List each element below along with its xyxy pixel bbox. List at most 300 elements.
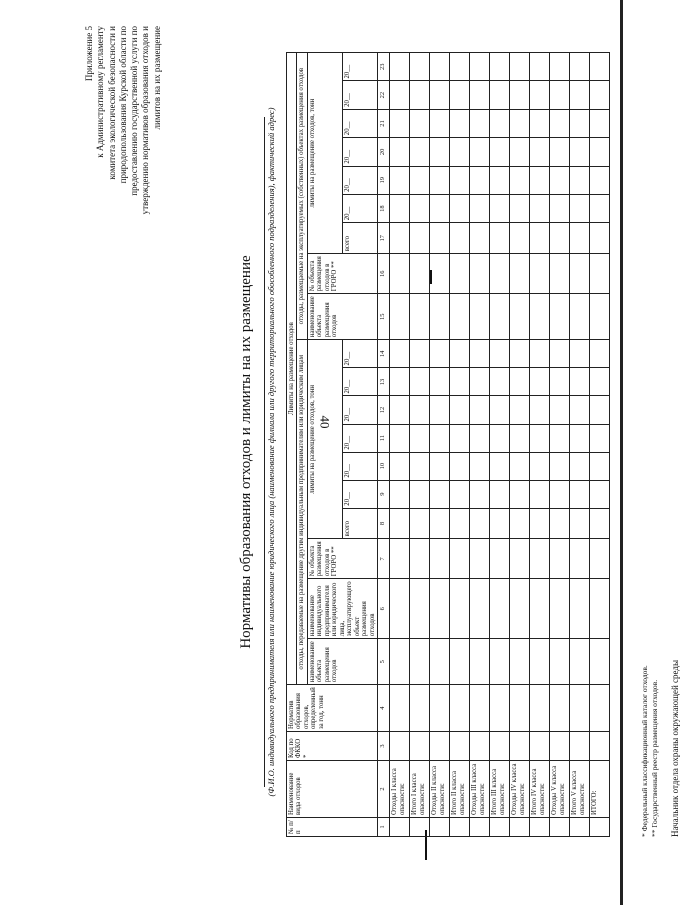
table-cell [590,368,610,396]
table-cell [570,396,590,424]
table-cell [410,579,430,639]
table-cell [510,818,530,837]
table-cell [550,818,570,837]
table-cell [550,539,570,579]
table-cell [510,368,530,396]
table-cell [470,254,490,294]
table-cell [590,223,610,254]
table-cell [570,424,590,452]
col-no-header: № п/п [287,818,378,837]
table-cell [390,223,410,254]
table-cell [590,340,610,368]
appendix-line: утверждению нормативов образования отходов и [140,26,151,215]
table-cell [410,81,430,109]
table-cell [570,539,590,579]
column-number: 12 [378,396,390,424]
table-cell [570,294,590,340]
table-cell [550,254,570,294]
footnote: * Федеральный классификационный каталог отходов. [640,665,649,837]
table-cell [390,254,410,294]
row-label: Отходы III класса опасности: [470,761,490,818]
table-cell [570,109,590,137]
table-cell [450,294,470,340]
table-cell [490,340,510,368]
table-cell [450,254,470,294]
table-cell [570,254,590,294]
table-cell [550,166,570,194]
appendix-line: природопользования Курской области по [117,26,128,184]
table-cell [510,294,530,340]
table-cell [410,396,430,424]
table-cell [410,166,430,194]
appendix-header [84,26,163,356]
owner-header: наименование индивидуального предпринимателя или юридического лица, эксплуатирующего объект размещения отходов [307,579,377,639]
table-cell [490,818,510,837]
own-header: отходы, размещаемые на эксплуатируемых (собственных) объектах размещения отходов [297,53,307,340]
table-cell [410,294,430,340]
table-cell [430,732,450,761]
table-cell [450,480,470,508]
footnotes [640,665,660,837]
table-cell [590,53,610,81]
table-cell [470,166,490,194]
table-cell [450,368,470,396]
table-cell [450,166,470,194]
table-cell [390,340,410,368]
table-cell [430,396,450,424]
column-number: 8 [378,508,390,539]
norms-table [286,52,610,837]
table-cell [390,109,410,137]
table-cell [510,396,530,424]
table-cell [570,340,590,368]
table-cell [530,579,550,639]
table-cell [530,223,550,254]
table-cell [550,508,570,539]
table-cell [430,424,450,452]
table-cell [590,639,610,685]
table-row [410,53,430,837]
col-norm-header: Норматив образования отходов, определенный за год, тонн [287,685,378,732]
row-label: Итого IV класса опасности: [530,761,550,818]
landscape-sheet [80,12,680,892]
row-label: Итого II класса опасности: [450,761,470,818]
table-cell [410,109,430,137]
year-header: 20__ [343,480,378,508]
table-cell [490,254,510,294]
table-cell [510,109,530,137]
table-cell [530,539,550,579]
footnote: ** Государственный реестр размещения отходов. [650,679,660,837]
table-row [590,53,610,837]
row-label: Итого III класса опасности: [490,761,510,818]
table-cell [470,818,490,837]
year-header: 20__ [343,166,378,194]
table-cell [450,340,470,368]
table-cell [590,508,610,539]
table-cell [530,53,550,81]
column-number: 4 [378,685,390,732]
column-number: 19 [378,166,390,194]
table-cell [510,194,530,222]
table-cell [470,508,490,539]
table-cell [490,53,510,81]
table-cell [510,223,530,254]
table-cell [470,452,490,480]
table-row [570,53,590,837]
year-header: 20__ [343,368,378,396]
table-cell [590,685,610,732]
table-cell [530,818,550,837]
table-cell [510,53,530,81]
appendix-line: лимитов на их размещение [151,26,162,130]
table-cell [590,166,610,194]
table-cell [390,81,410,109]
table-cell [490,424,510,452]
table-cell [510,639,530,685]
table-cell [490,732,510,761]
table-cell [590,138,610,166]
appendix-line: к Административному регламенту [95,26,106,158]
table-cell [490,639,510,685]
scan-border [620,0,623,905]
table-cell [490,109,510,137]
table-cell [510,579,530,639]
table-cell [430,508,450,539]
table-cell [450,53,470,81]
table-cell [510,81,530,109]
table-cell [590,194,610,222]
table-cell [410,53,430,81]
table-cell [570,194,590,222]
column-number: 20 [378,138,390,166]
column-number: 23 [378,53,390,81]
table-cell [430,368,450,396]
total-header: всего [343,508,378,539]
year-header: 20__ [343,138,378,166]
table-cell [490,579,510,639]
column-number-row [378,53,390,837]
table-cell [410,508,430,539]
column-number: 21 [378,109,390,137]
table-cell [470,138,490,166]
row-label: Отходы IV класса опасности: [510,761,530,818]
appendix-line: предоставлению государственной услуги по [129,26,139,196]
table-row [510,53,530,837]
table-cell [550,294,570,340]
table-cell [450,138,470,166]
year-header: 20__ [343,424,378,452]
table-cell [430,53,450,81]
column-number: 13 [378,368,390,396]
subtitle-underline [264,117,265,787]
table-cell [550,685,570,732]
table-cell [550,452,570,480]
year-header: 20__ [343,396,378,424]
table-cell [490,294,510,340]
table-cell [430,109,450,137]
table-cell [510,685,530,732]
table-cell [570,579,590,639]
table-cell [430,223,450,254]
table-cell [410,138,430,166]
table-cell [390,579,410,639]
table-cell [510,138,530,166]
table-cell [590,818,610,837]
table-cell [550,81,570,109]
table-cell [450,579,470,639]
table-row [530,53,550,837]
table-cell [470,223,490,254]
row-label: Итого V класса опасности: [570,761,590,818]
table-cell [450,223,470,254]
table-cell [550,368,570,396]
year-header: 20__ [343,81,378,109]
table-cell [570,508,590,539]
table-cell [530,340,550,368]
table-cell [410,639,430,685]
table-cell [390,294,410,340]
table-cell [570,368,590,396]
column-number: 3 [378,732,390,761]
table-cell [530,508,550,539]
table-row [470,53,490,837]
table-cell [390,53,410,81]
limits-years-header: лимиты на размещение отходов, тонн [307,340,342,539]
table-cell [550,396,570,424]
table-cell [590,579,610,639]
table-row [490,53,510,837]
table-cell [590,396,610,424]
table-cell [550,53,570,81]
table-cell [430,639,450,685]
limits-header: Лимиты на размещение отходов [287,53,297,685]
table-cell [510,539,530,579]
table-cell [450,452,470,480]
appendix-line: комитета экологической безопасности и [106,26,117,180]
table-cell [590,732,610,761]
table-cell [470,424,490,452]
column-number: 10 [378,452,390,480]
table-cell [530,480,550,508]
table-cell [490,194,510,222]
table-cell [470,579,490,639]
obj-no-header: № объекта размещения отходов в ГРОРО ** [307,254,377,294]
column-number: 1 [378,818,390,837]
table-cell [470,685,490,732]
table-cell [450,539,470,579]
table-row [390,53,410,837]
appendix-line: Приложение 5 [84,26,94,82]
table-cell [470,340,490,368]
table-cell [390,539,410,579]
table-cell [570,138,590,166]
table-cell [410,732,430,761]
column-number: 22 [378,81,390,109]
column-number: 9 [378,480,390,508]
table-cell [570,480,590,508]
column-number: 14 [378,340,390,368]
table-cell [410,685,430,732]
page-number: 40 [317,415,333,429]
table-cell [490,223,510,254]
table-cell [590,424,610,452]
table-cell [590,480,610,508]
table-cell [510,452,530,480]
table-cell [510,732,530,761]
table-cell [550,138,570,166]
document-subtitle: (Ф.И.О. индивидуального предпринимателя или наименование юридического лица (наименование филиала или другого территориального обособленного подразделения), фактический адрес) [266,107,276,797]
table-cell [550,579,570,639]
table-cell [470,109,490,137]
table-row [550,53,570,837]
table-cell [510,340,530,368]
table-cell [430,452,450,480]
column-number: 6 [378,579,390,639]
table-cell [510,166,530,194]
table-cell [530,109,550,137]
table-cell [430,81,450,109]
year-header: 20__ [343,53,378,81]
table-cell [430,340,450,368]
table-cell [390,194,410,222]
table-cell [530,639,550,685]
column-number: 2 [378,761,390,818]
table-cell [450,639,470,685]
row-label: Итого I класса опасности: [410,761,430,818]
table-cell [530,194,550,222]
year-header: 20__ [343,340,378,368]
table-cell [490,368,510,396]
table-cell [410,539,430,579]
limits-years-header: лимиты на размещение отходов, тонн [307,53,342,254]
table-cell [410,480,430,508]
row-label: Отходы I класса опасности: [390,761,410,818]
table-cell [470,294,490,340]
table-cell [490,81,510,109]
table-cell [410,368,430,396]
column-number: 7 [378,539,390,579]
table-cell [590,294,610,340]
table-cell [530,254,550,294]
row-label: ИТОГО: [590,761,610,818]
table-cell [470,194,490,222]
table-cell [410,424,430,452]
table-cell [450,508,470,539]
table-cell [490,508,510,539]
table-cell [430,138,450,166]
table-cell [550,340,570,368]
table-cell [390,508,410,539]
header-row [287,53,297,837]
table-cell [390,639,410,685]
table-cell [470,732,490,761]
table-cell [570,639,590,685]
table-cell [430,166,450,194]
table-cell [410,340,430,368]
table-cell [390,685,410,732]
table-cell [550,109,570,137]
table-cell [570,223,590,254]
table-cell [550,424,570,452]
table-cell [550,639,570,685]
table-cell [470,368,490,396]
table-cell [430,818,450,837]
table-cell [550,480,570,508]
table-cell [470,639,490,685]
table-cell [590,109,610,137]
table-cell [510,424,530,452]
table-cell [430,194,450,222]
table-cell [490,396,510,424]
column-number: 11 [378,424,390,452]
table-cell [570,685,590,732]
document-title: Нормативы образования отходов и лимиты на их размещение [238,255,254,649]
table-cell [390,166,410,194]
table-cell [390,368,410,396]
year-header: 20__ [343,109,378,137]
table-cell [470,53,490,81]
table-cell [530,732,550,761]
table-cell [570,452,590,480]
col-fkko-header: Код по ФККО * [287,732,378,761]
table-cell [390,732,410,761]
table-cell [490,452,510,480]
table-cell [390,396,410,424]
signature-line: Начальник отдела охраны окружающей среды [670,659,680,837]
total-header: всего [343,223,378,254]
table-cell [410,818,430,837]
table-cell [470,396,490,424]
table-cell [430,579,450,639]
column-number: 5 [378,639,390,685]
table-cell [450,818,470,837]
table-cell [430,685,450,732]
table-cell [590,452,610,480]
table-cell [450,685,470,732]
table-cell [390,138,410,166]
table-cell [530,685,550,732]
column-number: 18 [378,194,390,222]
column-number: 15 [378,294,390,340]
table-cell [430,294,450,340]
obj-no-header: № объекта размещения отходов в ГРОРО ** [307,539,377,579]
table-cell [550,194,570,222]
table-cell [530,166,550,194]
table-cell [490,138,510,166]
table-cell [570,81,590,109]
table-cell [430,539,450,579]
column-number: 17 [378,223,390,254]
table-row [450,53,470,837]
table-cell [530,396,550,424]
table-cell [530,424,550,452]
table-cell [450,732,470,761]
column-number: 16 [378,254,390,294]
table-cell [490,685,510,732]
table-cell [430,480,450,508]
table-cell [590,539,610,579]
year-header: 20__ [343,194,378,222]
table-cell [450,424,470,452]
table-cell [410,452,430,480]
table-cell [390,424,410,452]
table-cell [510,508,530,539]
table-cell [450,396,470,424]
table-cell [530,294,550,340]
table-cell [570,732,590,761]
transfer-header: отходы, передаваемые на размещение другим индивидуальным предпринимателям или юридическим лицам [297,340,307,685]
